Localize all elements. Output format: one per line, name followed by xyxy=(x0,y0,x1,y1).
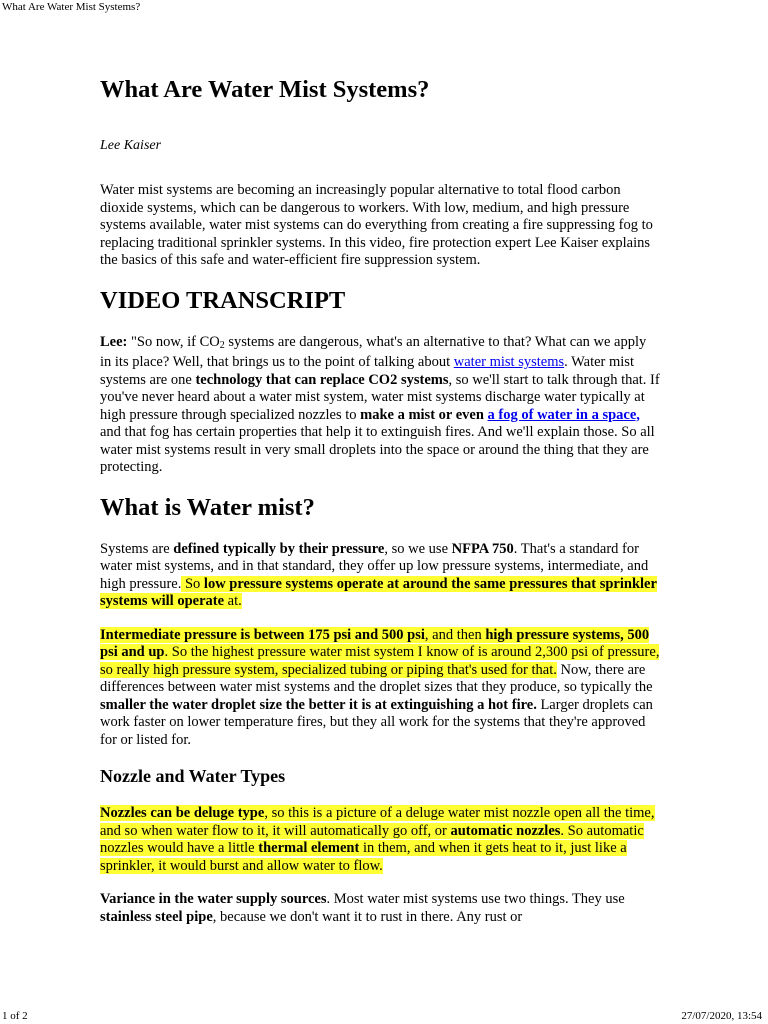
transcript-heading: VIDEO TRANSCRIPT xyxy=(100,286,346,314)
highlight: . So automatic nozzles would have a little xyxy=(100,822,644,856)
transcript-paragraph-4 xyxy=(100,805,660,875)
highlight: So xyxy=(181,575,204,592)
print-timestamp: 27/07/2020, 13:54 xyxy=(681,1010,762,1022)
highlight: low pressure systems operate at around the same pressures that sprinkler systems will operate xyxy=(100,575,657,609)
highlight: thermal element xyxy=(258,840,360,856)
print-header-title: What Are Water Mist Systems? xyxy=(2,1,141,13)
transcript-paragraph-3: Intermediate pressure is between 175 psi and 500 psi, and then high pressure systems, 500 psi and up. So the highest pressure water mist system I know of is around 2,300 psi of pressure, so really high pressure system, specialized tubing or piping that's used for that. Now, there are differences between water mist systems and the droplet sizes that they produce, so typically the smaller the water droplet size the better it is at extinguishing a hot fire. Larger droplets can work faster on lower temperature fires, but they all work for the systems that they're approved for or listed for. xyxy=(100,626,660,748)
article-author: Lee Kaiser xyxy=(100,138,162,153)
highlight: at. xyxy=(224,593,242,609)
transcript-paragraph-1: Lee: "So now, if $CO_2$ systems are dangerous, what's an alternative to that? What can we apply in its place? Well, that brings us to the point of talking about water mist systems. Water mist systems are one technology that can replace CO2 systems, so we'll start to talk through that. If you've never heard about a water mist system, water mist systems discharge water typically at high pressure through specialized nozzles to make a mist or even a fog of water in a space, and that fog has certain properties that help it to extinguish fires. And we'll explain those. So all water mist systems result in very small droplets into the space or around the thing that they are protecting. xyxy=(100,333,660,475)
highlight: Nozzles can be deluge type xyxy=(100,805,265,821)
highlight: high pressure systems, 500 psi and up xyxy=(100,626,650,660)
highlight: Intermediate pressure is between 175 psi and 500 psi xyxy=(100,626,425,643)
transcript-paragraph-2: Systems are defined typically by their pressure, so we use NFPA 750. That's a standard for water mist systems, and in that standard, they offer up low pressure systems, intermediate, and high pressure. So low pressure systems operate at around the same pressures that sprinkler systems will operate at. xyxy=(100,540,657,609)
highlight: , so this is a picture of a deluge water mist nozzle open all the time, and so when water flow to it, it will automatically go off, or xyxy=(100,805,655,839)
article-title: What Are Water Mist Systems? xyxy=(100,76,430,103)
highlight: in them, and when it gets heat to it, just like a sprinkler, it would burst and allow water to flow. xyxy=(100,840,627,874)
article xyxy=(100,74,660,942)
highlight: automatic nozzles xyxy=(450,822,561,839)
fog-of-water-link[interactable]: a fog of water in a space, xyxy=(487,406,640,423)
water-mist-heading: What is Water mist? xyxy=(100,493,315,521)
intro-paragraph: Water mist systems are becoming an increasingly popular alternative to total flood carbon dioxide systems, which can be dangerous to workers. With low, medium, and high pressure systems available, water mist systems can do everything from creating a fire suppressing fog to replacing traditional sprinkler systems. In this video, fire protection expert Lee Kaiser explains the basics of this safe and water-efficient fire suppression system. xyxy=(100,182,653,268)
highlight: , and then xyxy=(424,626,486,643)
transcript-paragraph-5: Variance in the water supply sources. Most water mist systems use two things. They use stainless steel pipe, because we don't want it to rust in there. Any rust or xyxy=(100,891,625,925)
page-number: 1 of 2 xyxy=(2,1010,28,1022)
speaker-label: Lee: xyxy=(100,333,128,350)
nozzle-heading: Nozzle and Water Types xyxy=(100,766,286,786)
water-mist-systems-link[interactable]: water mist systems xyxy=(453,354,565,370)
highlight: . So the highest pressure water mist system I know of is around 2,300 psi of pressure, so really high pressure system, specialized tubing or piping that's used for that. xyxy=(100,644,660,678)
